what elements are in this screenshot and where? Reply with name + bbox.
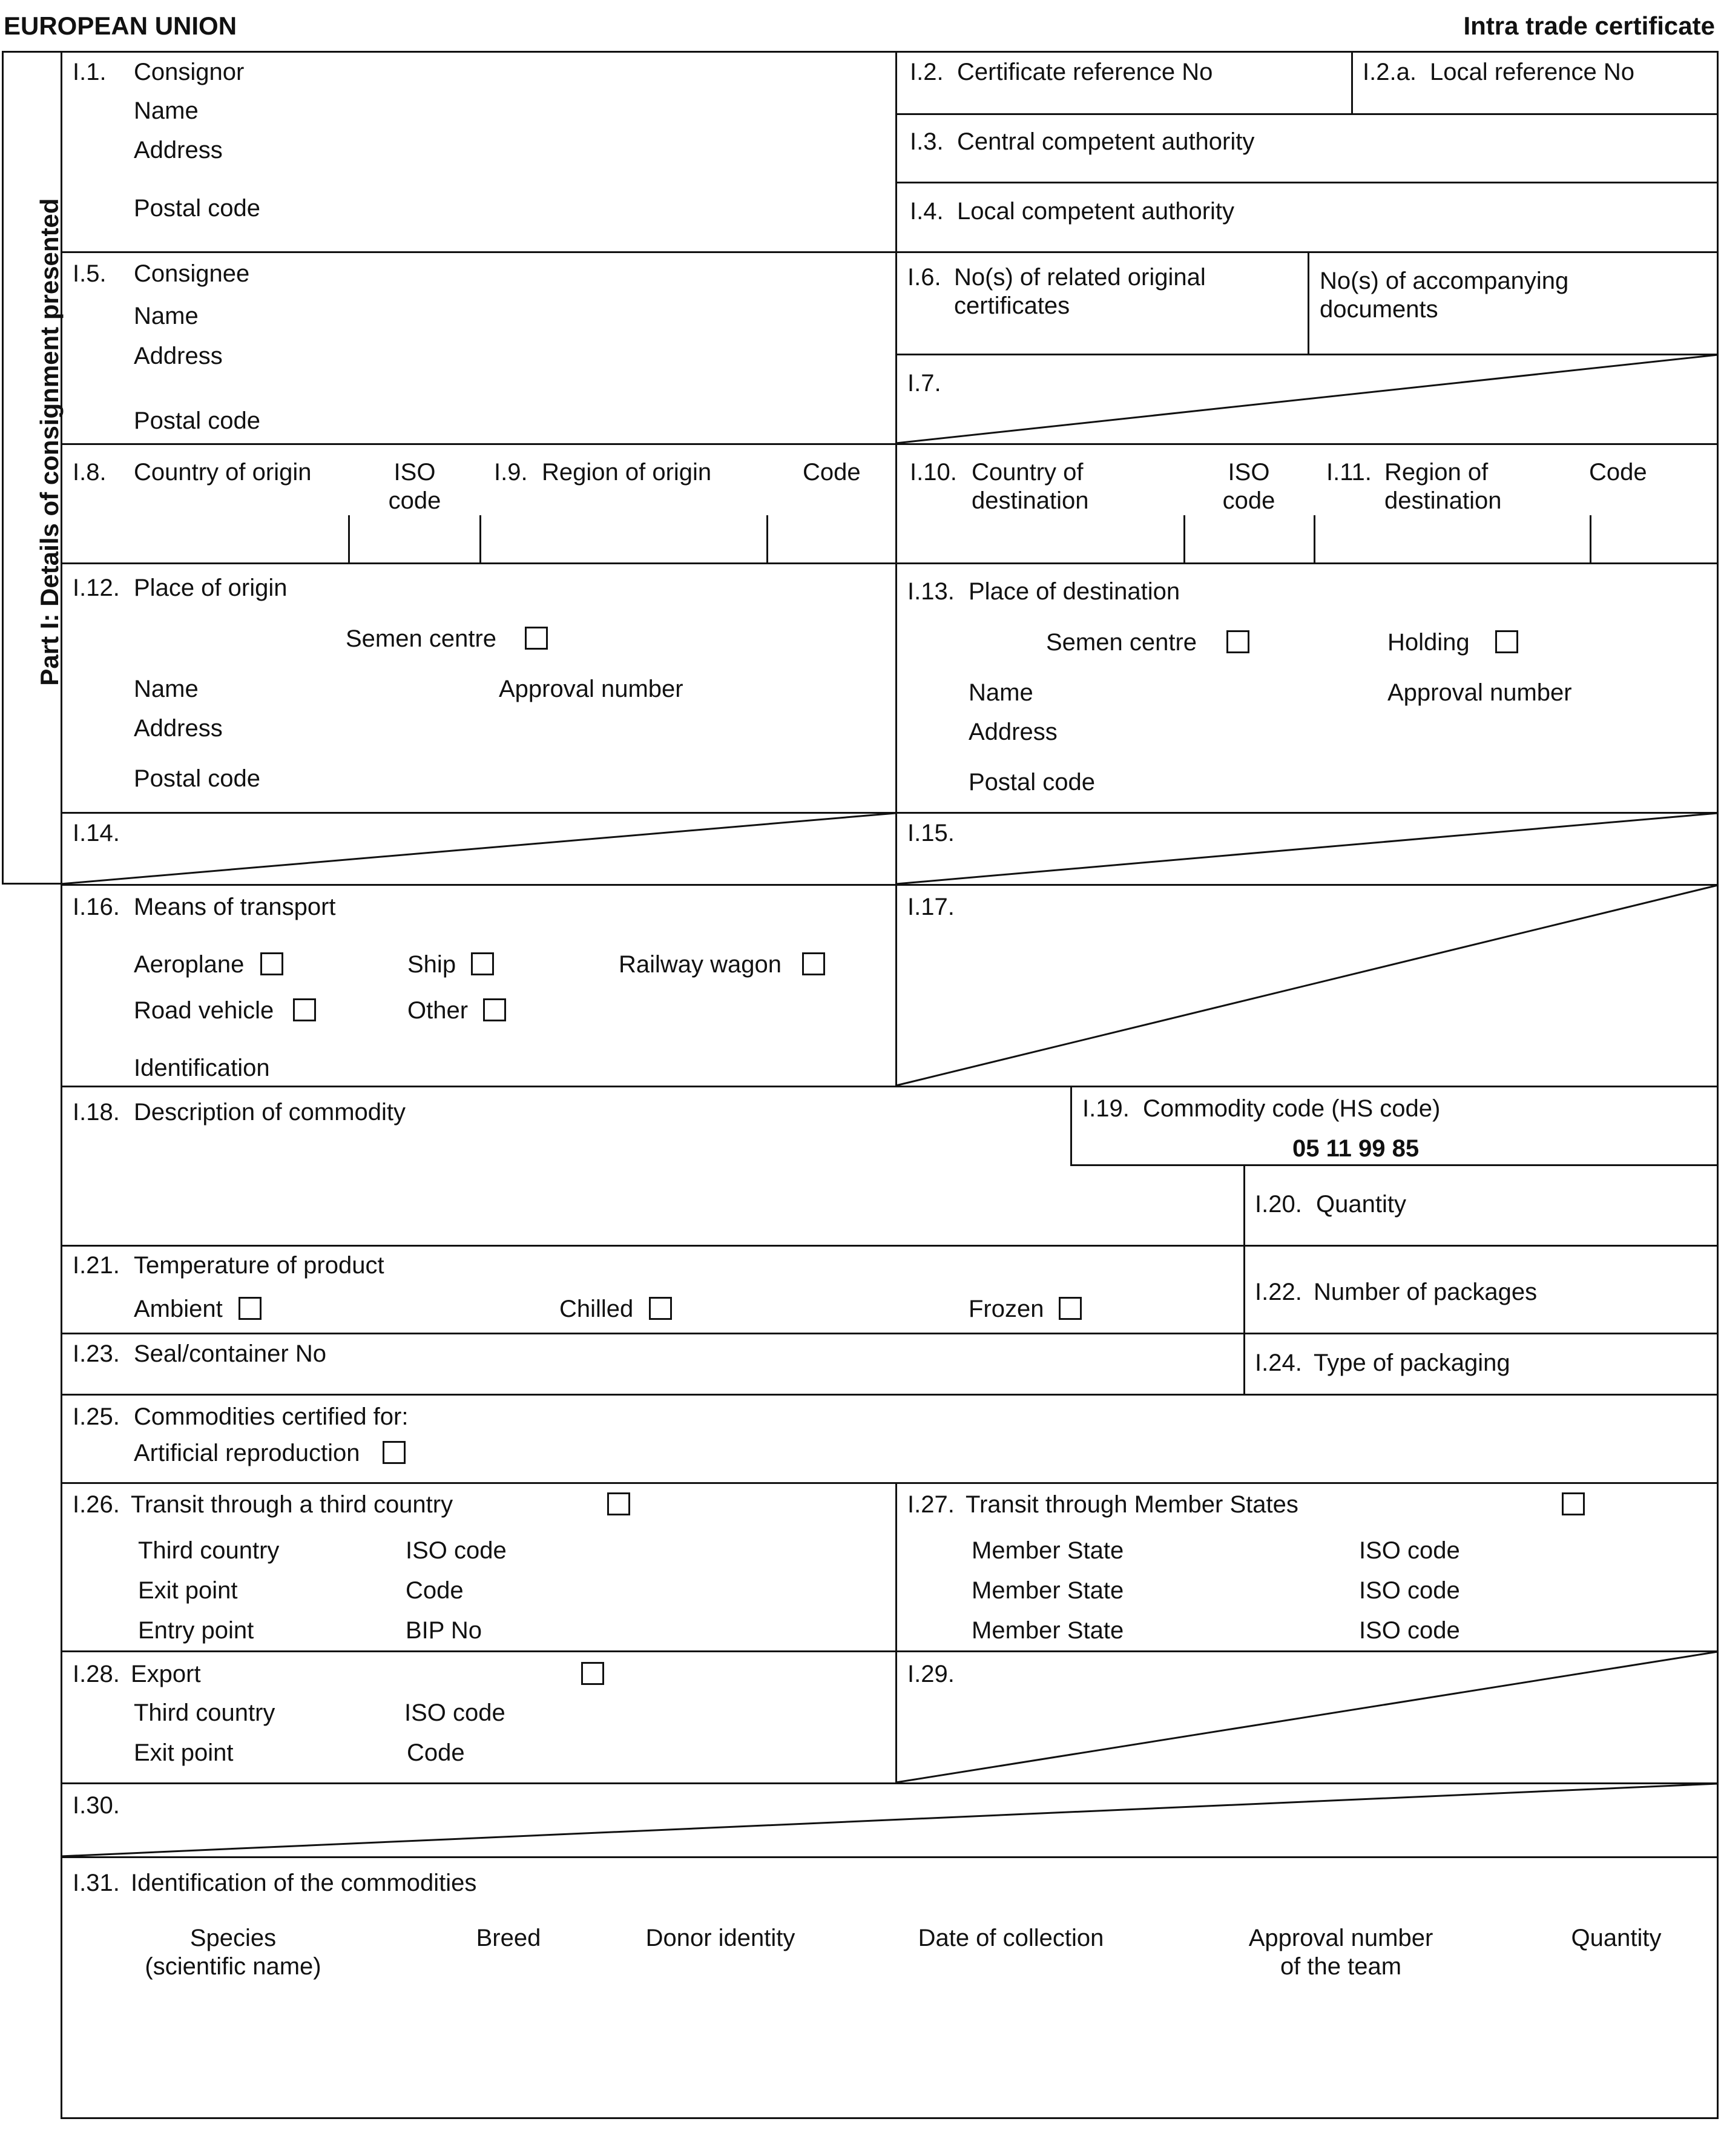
i3-number: I.3. [910,128,944,155]
i10-title-line1: Country of [972,459,1084,486]
member-state-1: Member State [972,1537,1124,1564]
i30-number: I.30. [73,1792,120,1819]
i12-title: Place of origin [134,575,288,601]
i13-postal: Postal code [969,769,1096,796]
i13-holding-checkbox[interactable] [1495,630,1518,653]
i10-iso-line2: code [1222,487,1275,514]
i6-title-line2: certificates [954,292,1070,319]
i17-number: I.17. [907,894,955,920]
i24-number: I.24. [1255,1350,1302,1376]
i2a-title: Local reference No [1430,59,1634,85]
i3-title: Central competent authority [957,128,1255,155]
i4-number: I.4. [910,198,944,225]
i5-title: Consignee [134,260,250,287]
col-species-line1: Species [189,1925,277,1951]
i12-approval: Approval number [499,676,683,702]
railway-wagon-checkbox[interactable] [802,952,825,975]
i1-name: Name [134,97,199,124]
i10-iso-line1: ISO [1228,459,1270,486]
i26-title: Transit through a third country [131,1491,453,1518]
i22-number: I.22. [1255,1279,1302,1305]
i12-semen-label: Semen centre [346,625,497,652]
i8-iso-line2: code [388,487,441,514]
artificial-reproduction-label: Artificial reproduction [134,1440,360,1466]
i13-semen-label: Semen centre [1046,629,1197,656]
i23-title: Seal/container No [134,1340,326,1367]
i15-number: I.15. [907,820,955,846]
i2-number: I.2. [910,59,944,85]
i28-third-country: Third country [134,1699,275,1726]
other-label: Other [407,997,469,1024]
part-one-side-label: Part I: Details of consignment presented [35,198,64,686]
i13-approval: Approval number [1387,679,1572,706]
frozen-label: Frozen [969,1296,1044,1322]
i16-title: Means of transport [134,894,336,920]
i11-code: Code [1589,459,1647,486]
i26-exit-point: Exit point [138,1577,238,1604]
i5-name: Name [134,303,199,329]
i9-code: Code [803,459,861,486]
col-species-line2: (scientific name) [145,1953,321,1980]
member-state-2: Member State [972,1577,1124,1604]
i9-number: I.9. [494,459,528,486]
col-donor-identity: Donor identity [645,1925,795,1951]
i26-code: Code [406,1577,464,1604]
ship-label: Ship [407,951,456,978]
hs-code-value: 05 11 99 85 [1292,1135,1420,1162]
col-date-of-collection: Date of collection [918,1925,1104,1951]
i29-number: I.29. [907,1661,955,1687]
i10-title-line2: destination [972,487,1089,514]
i24-title: Type of packaging [1314,1350,1510,1376]
i9-title: Region of origin [542,459,712,486]
i18-title: Description of commodity [134,1099,406,1126]
i1-title: Consignor [134,59,245,85]
i13-address: Address [969,719,1058,745]
road-vehicle-label: Road vehicle [134,997,274,1024]
col-approval-line2: of the team [1280,1953,1402,1980]
header-left: EUROPEAN UNION [4,12,237,40]
i28-number: I.28. [73,1661,120,1687]
aeroplane-label: Aeroplane [134,951,245,978]
i13-holding-label: Holding [1387,629,1470,656]
other-checkbox[interactable] [483,998,506,1021]
i1-number: I.1. [73,59,107,85]
i23-number: I.23. [73,1340,120,1367]
chilled-label: Chilled [559,1296,634,1322]
identification-label: Identification [134,1055,270,1081]
ambient-label: Ambient [134,1296,223,1322]
ship-checkbox[interactable] [471,952,494,975]
i21-title: Temperature of product [134,1252,384,1279]
i13-name: Name [969,679,1033,706]
road-vehicle-checkbox[interactable] [293,998,316,1021]
i13-number: I.13. [907,578,955,605]
i1-postal: Postal code [134,195,261,222]
i12-number: I.12. [73,575,120,601]
i25-title: Commodities certified for: [134,1403,409,1430]
i12-semen-checkbox[interactable] [525,627,548,650]
i11-title-line1: Region of [1384,459,1489,486]
i11-number: I.11. [1326,459,1372,486]
member-state-iso-2: ISO code [1359,1577,1460,1604]
i27-checkbox[interactable] [1562,1492,1585,1515]
i10-number: I.10. [910,459,957,486]
i26-third-country: Third country [138,1537,280,1564]
i13-semen-checkbox[interactable] [1226,630,1249,653]
ambient-checkbox[interactable] [239,1297,262,1320]
chilled-checkbox[interactable] [649,1297,672,1320]
i1-address: Address [134,137,223,163]
artificial-reproduction-checkbox[interactable] [383,1441,406,1464]
i12-name: Name [134,676,199,702]
col-quantity: Quantity [1571,1925,1662,1951]
i19-number: I.19. [1082,1095,1130,1122]
i8-title: Country of origin [134,459,312,486]
i26-checkbox[interactable] [607,1492,630,1515]
i21-number: I.21. [73,1252,120,1279]
i31-number: I.31. [73,1870,120,1896]
col-breed: Breed [476,1925,541,1951]
i5-number: I.5. [73,260,107,287]
i8-iso-line1: ISO [393,459,436,486]
i14-number: I.14. [73,820,120,846]
railway-wagon-label: Railway wagon [619,951,782,978]
member-state-iso-1: ISO code [1359,1537,1460,1564]
i8-number: I.8. [73,459,107,486]
i6-title-line1: No(s) of related original [954,264,1206,291]
i12-address: Address [134,715,223,742]
i20-number: I.20. [1255,1191,1302,1218]
header-right: Intra trade certificate [1463,12,1715,40]
i13-title: Place of destination [969,578,1180,605]
accompanying-docs-line2: documents [1320,296,1438,323]
col-approval-line1: Approval number [1248,1925,1433,1951]
i22-title: Number of packages [1314,1279,1538,1305]
i16-number: I.16. [73,894,120,920]
i26-entry-point: Entry point [138,1617,254,1644]
member-state-3: Member State [972,1617,1124,1644]
frozen-checkbox[interactable] [1059,1297,1082,1320]
i6-number: I.6. [907,264,941,291]
i11-title-line2: destination [1384,487,1502,514]
i28-code: Code [407,1739,465,1766]
i27-title: Transit through Member States [966,1491,1298,1518]
i5-address: Address [134,343,223,369]
i26-number: I.26. [73,1491,120,1518]
i26-iso-code: ISO code [406,1537,507,1564]
i26-bip-no: BIP No [406,1617,482,1644]
i2a-number: I.2.a. [1363,59,1417,85]
i4-title: Local competent authority [957,198,1235,225]
i20-title: Quantity [1316,1191,1406,1218]
i18-number: I.18. [73,1099,120,1126]
i31-title: Identification of the commodities [131,1870,477,1896]
i19-title: Commodity code (HS code) [1143,1095,1441,1122]
i12-postal: Postal code [134,765,261,792]
i27-number: I.27. [907,1491,955,1518]
member-state-iso-3: ISO code [1359,1617,1460,1644]
i28-exit-point: Exit point [134,1739,234,1766]
accompanying-docs-line1: No(s) of accompanying [1320,268,1569,294]
i25-number: I.25. [73,1403,120,1430]
i5-postal: Postal code [134,407,261,434]
i7-number: I.7. [907,370,941,397]
i28-iso-code: ISO code [404,1699,505,1726]
export-checkbox[interactable] [581,1662,604,1685]
i2-title: Certificate reference No [957,59,1213,85]
i28-title: Export [131,1661,201,1687]
aeroplane-checkbox[interactable] [260,952,283,975]
